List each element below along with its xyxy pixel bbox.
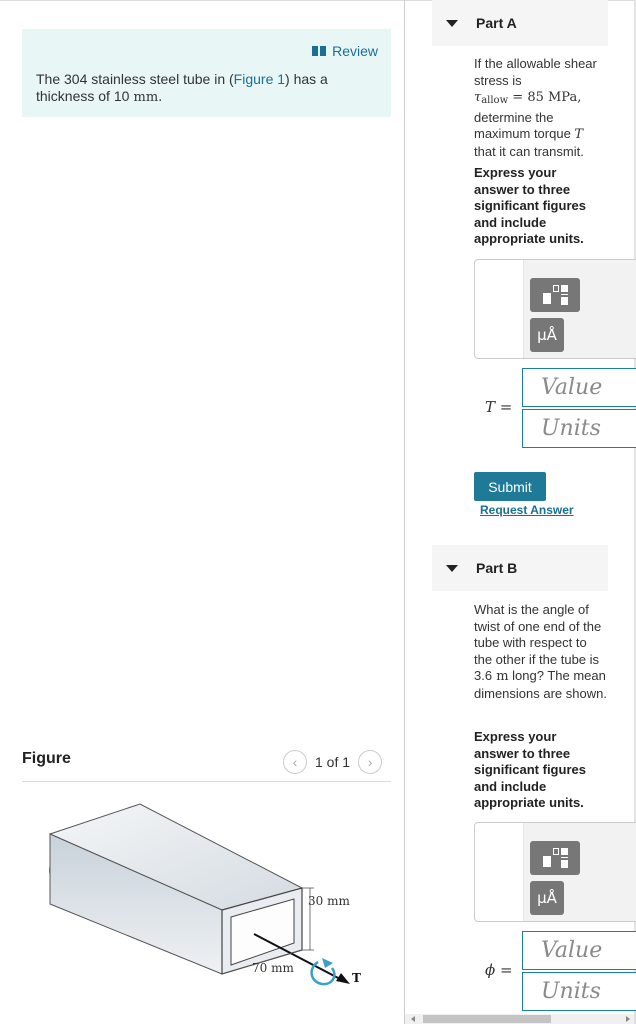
part-b-length-unit: m — [492, 669, 509, 685]
part-a-instruction: Express your answer to three significant figures and include appropriate units. — [474, 165, 586, 247]
prev-figure-button[interactable]: ‹ — [283, 750, 307, 774]
part-b-value-input[interactable] — [522, 931, 636, 970]
part-b-question — [474, 602, 608, 703]
review-label: Review — [332, 43, 378, 59]
part-a-variable — [485, 398, 512, 416]
review-link[interactable] — [312, 43, 378, 59]
scrollbar-thumb[interactable] — [423, 1015, 551, 1023]
part-a-q-line5a: maximum torque — [474, 126, 575, 142]
fraction-template-icon — [540, 284, 570, 306]
figure-link[interactable]: Figure 1 — [233, 71, 286, 87]
figure-title: Figure — [22, 750, 71, 767]
templates-button[interactable] — [530, 841, 580, 875]
templates-button[interactable] — [530, 278, 580, 312]
problem-unit: mm. — [129, 90, 163, 105]
tau-value: = 85 MPa, — [508, 90, 582, 106]
fraction-template-icon — [540, 847, 570, 869]
submit-button[interactable]: Submit — [474, 472, 546, 501]
problem-box — [22, 29, 391, 117]
part-a-header[interactable] — [432, 0, 608, 46]
part-b-header[interactable] — [432, 545, 608, 591]
part-a-q-line6: that it can transmit. — [474, 143, 584, 159]
tau-symbol: τ — [474, 90, 482, 106]
part-a-q-line1: If the allowable shear — [474, 56, 597, 71]
problem-statement — [36, 71, 386, 106]
part-a-label: Part A — [476, 15, 517, 31]
part-a-q-line2: stress is — [474, 72, 522, 88]
part-b-units-input[interactable] — [522, 972, 636, 1011]
request-answer-link[interactable]: Request Answer — [480, 503, 574, 517]
part-b-question-pre: What is the angle of twist of one end of the tube with respect to the other if the tube is 3.6 — [474, 602, 602, 684]
tau-subscript: allow — [481, 95, 509, 107]
figure-pager — [283, 750, 382, 774]
units-tool-button[interactable]: μÅ — [530, 318, 564, 352]
chevron-down-icon — [446, 565, 458, 572]
torque-symbol: T — [574, 127, 584, 143]
dim-height-label: 30 mm — [308, 894, 350, 908]
part-b-question-post: long? The mean dimensions are shown. — [474, 668, 607, 701]
part-a-tool-strip — [523, 260, 636, 358]
figure-page-count: 1 of 1 — [315, 754, 351, 770]
part-a-q-line4: determine the — [474, 109, 554, 125]
book-icon — [312, 46, 326, 56]
torque-label: T — [352, 971, 361, 985]
pane-divider[interactable] — [404, 0, 405, 1024]
part-b-label: Part B — [476, 560, 518, 576]
part-a-units-input[interactable] — [522, 409, 636, 448]
scroll-right-icon[interactable] — [626, 1016, 630, 1022]
part-a-answer-toolbar — [474, 259, 636, 359]
scroll-left-icon[interactable] — [411, 1016, 415, 1022]
horizontal-scrollbar[interactable] — [405, 1014, 634, 1024]
part-b-tool-strip — [523, 823, 636, 921]
part-a-question — [474, 56, 614, 161]
next-figure-button[interactable]: › — [358, 750, 382, 774]
part-b-var-symbol: ϕ — [485, 961, 496, 979]
part-a-q-line3 — [474, 89, 614, 110]
chevron-down-icon — [446, 20, 458, 27]
figure-rule — [22, 781, 391, 782]
problem-prefix: The 304 stainless steel tube in ( — [36, 71, 234, 87]
part-b-variable — [485, 961, 513, 979]
part-a-q-line5 — [474, 126, 614, 144]
problem-suffix: ) has a thickness of 10 — [36, 71, 328, 104]
part-a-equals: = — [495, 398, 513, 416]
part-a-var-symbol: T — [485, 398, 496, 416]
part-a-value-input[interactable] — [522, 368, 636, 407]
part-b-instruction: Express your answer to three significant figures and include appropriate units. — [474, 729, 586, 811]
units-tool-button[interactable]: μÅ — [530, 881, 564, 915]
part-b-answer-toolbar — [474, 822, 636, 922]
part-b-equals: = — [495, 961, 513, 979]
dim-width-label: 70 mm — [252, 961, 294, 975]
rectangular-tube-figure — [22, 792, 391, 1002]
